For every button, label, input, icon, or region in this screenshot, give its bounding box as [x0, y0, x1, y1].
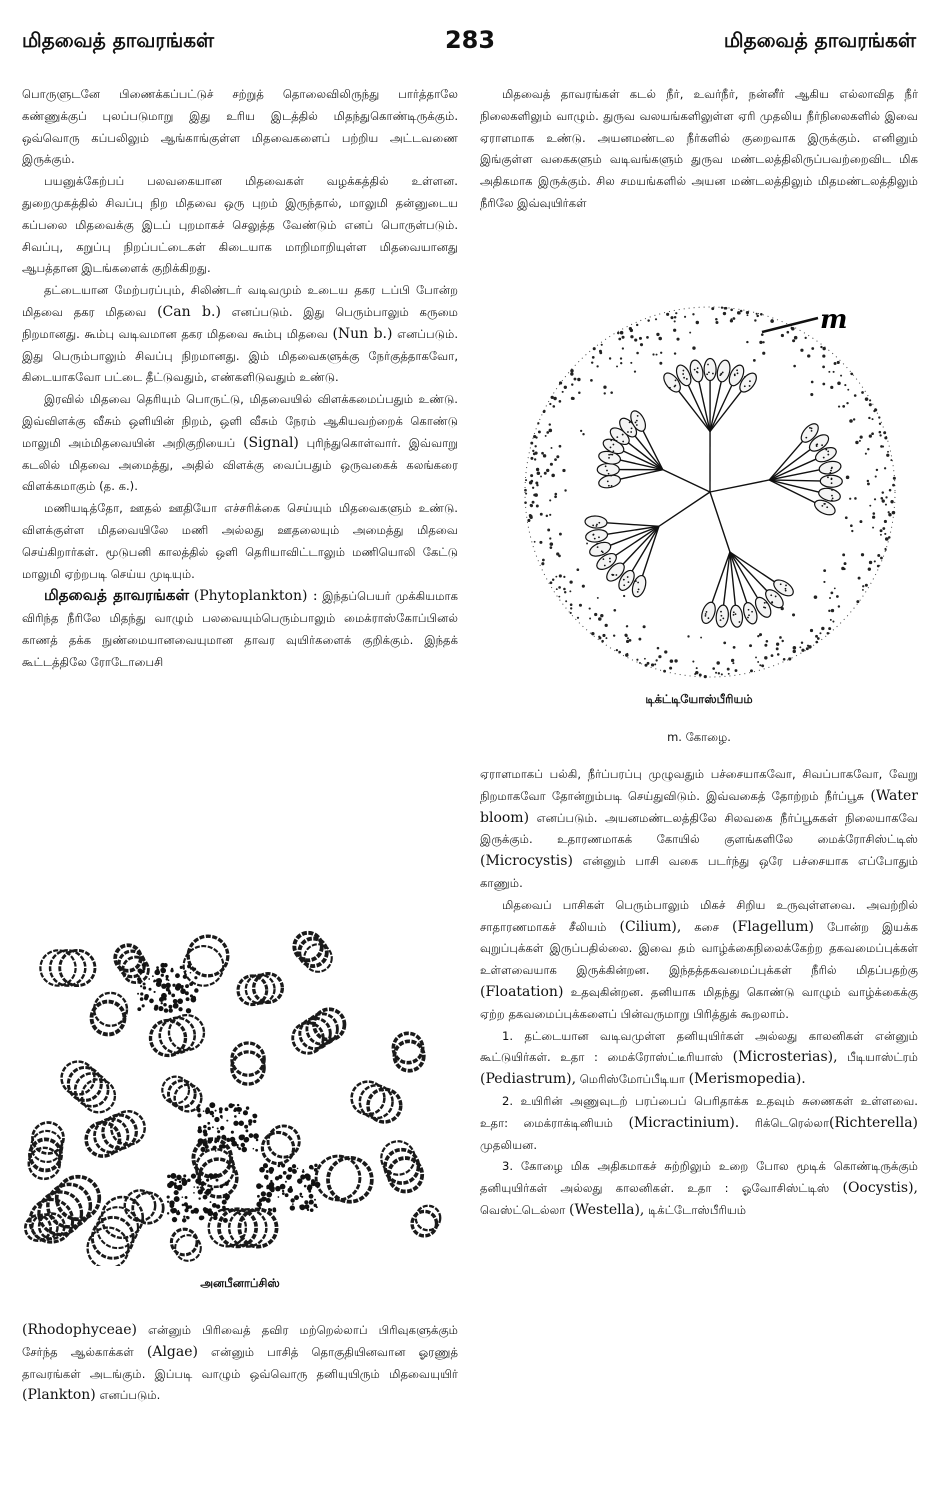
paragraph-buoy-table: பொருளுடனே பிணைக்கப்பட்டுச் சற்றுத் தொலைவிலிருந்து பார்த்தாலே கண்ணுக்குப் புலப்படுமாறு இது உரிய இடத்தில் மிதந்துகொண்டிருக்கும். ஒவ்வொரு கப்பலிலும் ஆங்காங்குள்ள மிதவைகளைப் பற்றிய அட்டவணை இருக்கும்.: [22, 87, 458, 167]
list-item-2: 2. உயிரின் அணுவுடற் பரப்பைப் பெரிதாக்க உதவும் சுணைகள் உள்ளவை. உதா: மைக்ராக்டினியம் (Micractinium). ரிக்டெரெல்லா(Richterella) முதலியன.: [480, 1093, 918, 1152]
dictyosphaerium-illustration: [500, 292, 920, 682]
paragraph-phytoplankton-entry: மிதவைத் தாவரங்கள் (Phytoplankton) : இந்தப்பெயர் முக்கியமாக விரிந்த நீரிலே மிதந்து வாழும் பலவையும்பெரும்பாலும் மைக்ராஸ்கோப்பினல் காணத் தக்க நுண்மையானவையுமான தாவர வுயிர்களைக் குறிக்கும். இந்தக் கூட்டத்திலே ரோடோபைசி: [22, 586, 458, 669]
figure-dictyosphaerium: [500, 292, 920, 682]
coiled-filament: [352, 1082, 401, 1122]
anabaenopsis-illustration: [18, 928, 458, 1266]
coiled-filament: [412, 1206, 440, 1236]
coiled-filament: [262, 1126, 299, 1164]
page-number: 283: [444, 26, 496, 54]
coiled-filament: [150, 1015, 203, 1055]
paragraph-buoy-types: பயனுக்கேற்பப் பலவகையான மிதவைகள் வழக்கத்தில் உள்ளன. துறைமுகத்தில் சிவப்பு நிற மிதவை ஒரு புறம் இருந்தால், மாலுமி தன்னுடைய கப்பலை மிதவைக்கு இடப் புறமாகச் செலுத்த வேண்டும் எனப் பொருள்படும். சிவப்பு, கறுப்பு நிறப்பட்டைகள் கிடையாக மாறிமாறியுள்ள மிதவையானது ஆபத்தான இடங்களைக் குறிக்கிறது.: [22, 174, 458, 276]
figure-anabaenopsis: [18, 928, 458, 1266]
coiled-filament: [209, 1209, 277, 1246]
coiled-filament: [92, 993, 127, 1035]
coiled-filament: [293, 1009, 345, 1053]
paragraph-water-bloom: ஏராளமாகப் பல்கி, நீர்ப்பரப்பு முழுவதும் பச்சையாகவோ, சிவப்பாகவோ, வேறு நிறமாகவோ தோன்றும்படி செய்துவிடும். இவ்வகைத் தோற்றம் நீர்ப்பூசு (Water bloom) எனப்படும். அயனமண்டலத்திலே சிலவகை நீர்ப்பூசுகள் நிலையாகவே இருக்கும். உதாரணமாகக் கோயில் குளங்களிலே மைக்ரோசிஸ்ட்டிஸ் (Microcystis) என்னும் பாசி வகை படர்ந்து ஒரே பச்சையாக எப்போதும் காணும்.: [480, 767, 918, 890]
right-column-upper: [480, 84, 918, 284]
coiled-filament: [40, 950, 95, 985]
left-column-lower: [22, 1320, 458, 1430]
paragraph-lighted-buoy: இரவில் மிதவை தெரியும் பொருட்டு, மிதவையில் விளக்கமைப்பதும் உண்டு. இவ்விளக்கு வீசும் ஒளியின் நிறம், ஒளி வீசும் நேரம் ஆகியவற்றைக் கொண்டு மாலுமி அம்மிதவையின் அறிகுறியைப் (Signal) புரிந்துகொள்வார். இவ்வாறு கடலில் மிதவை அமைத்து, அதில் விளக்கு வைப்பதும் ஒருவகைக் கலங்கரை விளக்கமாகும் (த. க.).: [22, 392, 458, 494]
list-item-1: 1. தட்டையான வடிவமுள்ள தனியுயிர்கள் அல்லது காலனிகள் என்னும் கூட்டுயிர்கள். உதா : மைக்ரோஸ்ட்டீரியாஸ் (Microsterias), பீடியாஸ்ட்ரம் (Pediastrum), மெரிஸ்மோப்பீடியா (Merismopedia).: [480, 1028, 918, 1088]
coiled-filament: [232, 1043, 264, 1084]
paragraph-adaptations: மிதவைப் பாசிகள் பெரும்பாலும் மிகச் சிறிய உருவுள்ளவை. அவற்றில் சாதாரணமாகச் சீலியம் (Cilium), கசை (Flagellum) போன்ற இயக்க வுறுப்புக்கள் இருப்பதில்லை. இவை தம் வாழ்க்கைநிலைக்கேற்ற தகவமைப்புக்கள் உள்ளவையாக இருக்கின்றன. இந்தத்தகவமைப்புக்கள் நீரில் மிதப்பதற்கு (Floatation) உதவுகின்றன. தனியாக மிதந்து கொண்டு வாழும் வாழ்க்கைக்கு ஏற்ற தகவமைப்புக்களைப் பின்வருமாறு பிரித்துக் கூறலாம்.: [480, 897, 918, 1021]
coiled-filament: [62, 1062, 115, 1113]
running-title-left: மிதவைத் தாவரங்கள்: [22, 28, 215, 52]
figure-legend-m: m. கோழை.: [667, 730, 731, 744]
coiled-filament: [29, 1122, 64, 1178]
coiled-filament: [86, 1111, 145, 1156]
granular-clump: [137, 963, 199, 1014]
entry-title: மிதவைத் தாவரங்கள்: [44, 586, 190, 605]
paragraph-bell-buoy: மணியடித்தோ, ஊதல் ஊதியோ எச்சரிக்கை செய்யும் மிதவைகளும் உண்டு. விளக்குள்ள மிதவையிலே மணி அல்லது ஊதலையும் அமைத்து மிதவை செய்கிறார்கள். மூடுபனி காலத்தில் ஒளி தெரியாவிட்டாலும் மணியொலி கேட்டு மாலுமி ஏற்றபடி செய்ய முடியும்.: [22, 501, 458, 581]
coiled-filament: [171, 1229, 200, 1261]
coiled-filament: [381, 1141, 422, 1191]
coiled-filament: [184, 936, 228, 986]
right-column-lower: [480, 764, 918, 1454]
left-column-upper: [22, 84, 458, 922]
figure-label-m: m: [820, 305, 848, 335]
coiled-filament: [294, 933, 331, 972]
paragraph-habitats: மிதவைத் தாவரங்கள் கடல் நீர், உவர்நீர், நன்னீர் ஆகிய எல்லாவித நீர் நிலைகளிலும் வாழும். துருவ வலயங்களிலுள்ள ஏரி முதலிய நீர்நிலைகளில் இவை ஏராளமாக உண்டு. அயனமண்டல நீர்களில் குறைவாக இருக்கும். எனினும் இங்குள்ள வகைகளும் வடிவங்களும் துருவ மண்டலத்திலிருப்பவற்றைவிட மிக அதிகமாக இருக்கும். சில சமயங்களில் அயன மண்டலத்திலும் மிதமண்டலத்திலும் நீரிலே இவ்வுயிர்கள்: [480, 87, 918, 210]
page-header: [0, 0, 940, 70]
coiled-filament: [238, 974, 282, 1005]
paragraph-algae-plankton: (Rhodophyceae) என்னும் பிரிவைத் தவிர மற்றெல்லாப் பிரிவுகளுக்கும் சேர்ந்த ஆல்காக்கள் (Algae) என்னும் பாசித் தொகுதியினவான ஓரணுத் தாவரங்கள் அடங்கும். இப்படி வாழும் ஒவ்வொரு தனியுயிரும் மிதவையுயிர் (Plankton) எனப்படும்.: [22, 1322, 458, 1404]
coiled-filament: [393, 1033, 424, 1070]
colony-cells: [585, 358, 843, 627]
label-pointer-line: [762, 318, 818, 332]
figure-caption-anabaenopsis: அனபீனாப்சிஸ்: [200, 1276, 280, 1290]
figure-caption-dictyosphaerium: டிக்ட்டியோஸ்பீரியம்: [645, 692, 753, 706]
running-title-right: மிதவைத் தாவரங்கள்: [723, 28, 916, 52]
paragraph-can-nun-buoy: தட்டையான மேற்பரப்பும், சிலிண்டர் வடிவமும் உடைய தகர டப்பி போன்ற மிதவை தகர மிதவை (Can b.) எனப்படும். இது பெரும்பாலும் கருமை நிறமானது. கூம்பு வடிவமான தகர மிதவை கூம்பு மிதவை (Nun b.) எனப்படும். இது பெரும்பாலும் சிவப்பு நிறமானது. இம் மிதவைகளுக்கு நேர்குத்தாகவோ, கிடையாகவோ பட்டை தீட்டுவதும், எண்களிடுவதும் உண்டு.: [22, 283, 458, 385]
coiled-filament: [316, 1156, 372, 1202]
coiled-filament: [162, 1077, 201, 1112]
granular-clump: [256, 1163, 320, 1212]
list-item-3: 3. கோழை மிக அதிகமாகச் சுற்றிலும் உறை போல மூடிக் கொண்டிருக்கும் தனியுயிர்கள் அல்லது காலனிகள். உதா : ஓவோசிஸ்ட்டிஸ் (Oocystis), வெஸ்ட்டெல்லா (Westella), டிக்ட்டோஸ்பீரியம்: [480, 1159, 918, 1218]
